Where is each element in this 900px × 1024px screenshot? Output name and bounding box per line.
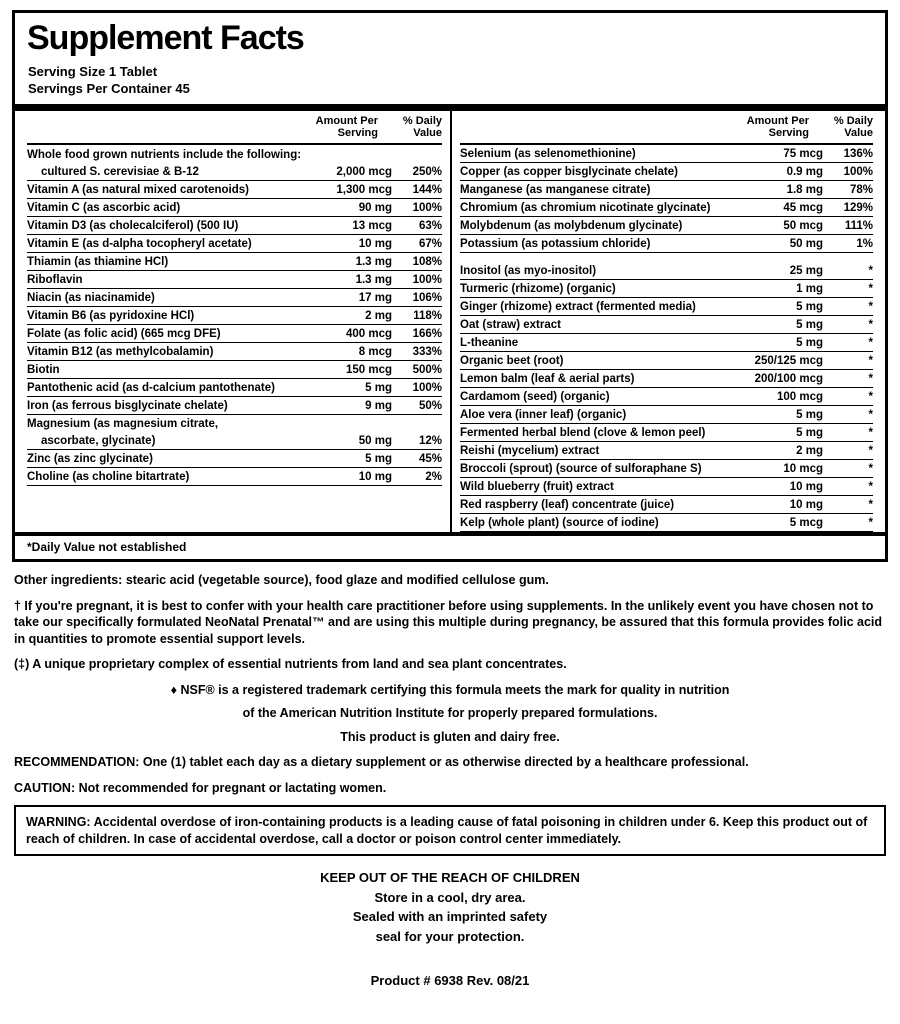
page-title: Supplement Facts [27, 19, 304, 57]
nutrient-amount: 1.8 mg [786, 184, 823, 197]
nutrient-daily-value: 144% [412, 184, 442, 197]
nutrient-amount: 10 mg [789, 499, 823, 512]
nutrient-name: Cardamom (seed) (organic) [460, 391, 610, 404]
nutrient-column-right [450, 111, 875, 532]
nutrient-name: Riboflavin [27, 274, 83, 287]
nsf-certification-block [14, 682, 886, 746]
nutrient-name: Vitamin B6 (as pyridoxine HCl) [27, 310, 195, 323]
supplement-facts-panel [12, 10, 888, 562]
nutrient-name: Vitamin A (as natural mixed carotenoids) [27, 184, 249, 197]
table-row [460, 163, 873, 181]
table-row [460, 442, 873, 460]
table-row [460, 388, 873, 406]
nutrient-name: Lemon balm (leaf & aerial parts) [460, 373, 635, 386]
nutrient-daily-value: 50% [418, 400, 442, 413]
nutrient-daily-value: * [868, 517, 873, 530]
table-row [27, 468, 442, 486]
nutrient-name: Zinc (as zinc glycinate) [27, 453, 153, 466]
table-row [27, 343, 442, 361]
nutrient-amount: 90 mg [358, 202, 392, 215]
nutrient-daily-value: * [868, 427, 873, 440]
nutrient-name: Broccoli (sprout) (source of sulforaphane S) [460, 463, 702, 476]
nutrient-name: Magnesium (as magnesium citrate, [27, 418, 219, 431]
nutrient-name: Inositol (as myo-inositol) [460, 265, 597, 278]
dv-header-line2: Value [844, 127, 873, 140]
table-row [460, 334, 873, 352]
left-column-note: Whole food grown nutrients include the following: [27, 149, 302, 162]
nutrient-name: Selenium (as selenomethionine) [460, 148, 636, 161]
nutrient-amount: 10 mcg [783, 463, 823, 476]
nutrient-amount: 100 mcg [776, 391, 823, 404]
nutrient-daily-value: 100% [412, 202, 442, 215]
nutrient-daily-value: * [868, 337, 873, 350]
table-row [27, 253, 442, 271]
nutrient-daily-value: * [868, 499, 873, 512]
nutrient-amount: 2,000 mcg [336, 166, 392, 179]
nutrient-amount: 25 mg [789, 265, 823, 278]
table-row [27, 289, 442, 307]
daily-value-header [823, 115, 873, 140]
nutrient-name: cultured S. cerevisiae & B-12 [41, 166, 199, 179]
seal-line1: Sealed with an imprinted safety [352, 909, 548, 925]
nutrient-name: Vitamin B12 (as methylcobalamin) [27, 346, 214, 359]
nutrient-name: Vitamin E (as d-alpha tocopheryl acetate) [27, 238, 252, 251]
nutrient-name: Kelp (whole plant) (source of iodine) [460, 517, 659, 530]
table-row [460, 460, 873, 478]
nutrient-name: Choline (as choline bitartrate) [27, 471, 190, 484]
nutrient-amount: 10 mg [358, 471, 392, 484]
column-header-right [460, 111, 873, 145]
nsf-line2: of the American Nutrition Institute for properly prepared formulations. [242, 706, 658, 721]
table-row [27, 361, 442, 379]
nutrient-daily-value: 106% [412, 292, 442, 305]
nutrient-name: Ginger (rhizome) extract (fermented media) [460, 301, 696, 314]
nutrient-daily-value: 1% [856, 238, 873, 251]
nutrient-name: Potassium (as potassium chloride) [460, 238, 651, 251]
nutrient-amount: 1 mg [796, 283, 823, 296]
nutrient-name: Chromium (as chromium nicotinate glycinate) [460, 202, 711, 215]
gluten-dairy-free-text: This product is gluten and dairy free. [340, 729, 560, 744]
table-row [27, 271, 442, 289]
table-row [460, 181, 873, 199]
table-row [27, 432, 442, 450]
nsf-line1: ♦ NSF® is a registered trademark certifying this formula meets the mark for quality in nutrition [170, 682, 730, 697]
nutrient-daily-value: 108% [412, 256, 442, 269]
table-row [460, 145, 873, 163]
amount-header-line1: Amount Per [315, 114, 378, 127]
nutrient-daily-value: 100% [843, 166, 873, 179]
table-row [460, 496, 873, 514]
nutrient-name: Biotin [27, 364, 60, 377]
nutrient-daily-value: * [868, 409, 873, 422]
table-row [27, 217, 442, 235]
nutrient-amount: 5 mg [365, 382, 392, 395]
nutrient-amount: 9 mg [365, 400, 392, 413]
table-row [27, 307, 442, 325]
servings-per-container: Servings Per Container 45 [28, 81, 190, 97]
nutrient-name: Vitamin C (as ascorbic acid) [27, 202, 181, 215]
seal-line2: seal for your protection. [375, 928, 525, 944]
nutrient-daily-value: 45% [418, 453, 442, 466]
amount-header-line2: Serving [337, 127, 378, 140]
amount-header-line1: Amount Per [746, 114, 809, 127]
daily-value-header [392, 115, 442, 140]
nutrient-amount: 5 mg [796, 409, 823, 422]
nutrient-name: Niacin (as niacinamide) [27, 292, 155, 305]
divider-thick [15, 104, 885, 111]
nutrient-daily-value: 12% [418, 435, 442, 448]
table-row [27, 325, 442, 343]
nutrient-column-left [25, 111, 450, 532]
nutrient-amount: 1.3 mg [355, 274, 392, 287]
table-row [27, 379, 442, 397]
nutrient-daily-value: * [868, 283, 873, 296]
nutrient-amount: 75 mcg [783, 148, 823, 161]
nutrient-amount: 13 mcg [352, 220, 392, 233]
nutrient-name: Red raspberry (leaf) concentrate (juice) [460, 499, 675, 512]
nutrient-name: Organic beet (root) [460, 355, 564, 368]
nutrient-daily-value: * [868, 391, 873, 404]
daily-value-footnote: *Daily Value not established [15, 532, 885, 559]
dv-header-line1: % Daily [833, 114, 873, 127]
serving-size: Serving Size 1 Tablet [28, 63, 158, 79]
table-row [460, 262, 873, 280]
nutrient-daily-value: 100% [412, 274, 442, 287]
nutrient-amount: 5 mg [796, 301, 823, 314]
nutrient-daily-value: * [868, 301, 873, 314]
nutrient-amount: 5 mg [796, 337, 823, 350]
nutrient-name: Iron (as ferrous bisglycinate chelate) [27, 400, 228, 413]
nutrient-name: L-theanine [460, 337, 519, 350]
nutrient-daily-value: 129% [843, 202, 873, 215]
product-revision-line: Product # 6938 Rev. 08/21 [370, 973, 530, 989]
nutrient-amount: 200/100 mcg [754, 373, 823, 386]
nutrient-name: Pantothenic acid (as d-calcium pantothenate) [27, 382, 275, 395]
table-row [460, 199, 873, 217]
nutrient-amount: 10 mg [789, 481, 823, 494]
table-row [460, 352, 873, 370]
nutrient-name: Turmeric (rhizome) (organic) [460, 283, 616, 296]
nutrient-amount: 50 mcg [783, 220, 823, 233]
nutrient-daily-value: 63% [418, 220, 442, 233]
nutrient-daily-value: * [868, 463, 873, 476]
nutrient-daily-value: * [868, 355, 873, 368]
dagger-footnote-text: † If you're pregnant, it is best to confer with your health care practitioner before using supplements. In the unlikely event you have chosen not to take our specifically formulated NeoNatal Prenatal™ and are using this multiple during pregnancy, be assured that this formula provides folic acid in quantities to promote essential support levels. [14, 598, 883, 646]
nutrient-amount: 5 mg [796, 427, 823, 440]
nutrient-name: Fermented herbal blend (clove & lemon peel) [460, 427, 706, 440]
nutrient-name: Reishi (mycelium) extract [460, 445, 600, 458]
nutrient-name: Thiamin (as thiamine HCl) [27, 256, 169, 269]
nutrient-amount: 5 mg [365, 453, 392, 466]
double-dagger-footnote-text: (‡) A unique proprietary complex of essential nutrients from land and sea plant concentrates. [14, 657, 567, 672]
nutrient-amount: 50 mg [789, 238, 823, 251]
caution-text: CAUTION: Not recommended for pregnant or lactating women. [14, 780, 387, 795]
nutrient-amount: 250/125 mcg [754, 355, 823, 368]
nutrient-daily-value: 136% [843, 148, 873, 161]
nutrient-rows-right [460, 145, 873, 532]
nutrient-amount: 5 mg [796, 319, 823, 332]
nutrient-amount: 150 mcg [345, 364, 392, 377]
nutrient-daily-value: 166% [412, 328, 442, 341]
column-header-left [27, 111, 442, 145]
nutrient-name: Wild blueberry (fruit) extract [460, 481, 614, 494]
warning-text: WARNING: Accidental overdose of iron-containing products is a leading cause of fatal poisoning in children under 6. Keep this product out of reach of children. In case of accidental overdose, call a doctor or poison control center immediately. [26, 815, 868, 846]
nutrient-amount: 0.9 mg [786, 166, 823, 179]
keep-out-of-reach-text: KEEP OUT OF THE REACH OF CHILDREN [320, 870, 580, 886]
nutrient-name: Vitamin D3 (as cholecalciferol) (500 IU) [27, 220, 239, 233]
table-row [460, 424, 873, 442]
storage-block [14, 868, 886, 946]
table-row [27, 181, 442, 199]
table-row [460, 298, 873, 316]
nutrient-daily-value: 2% [425, 471, 442, 484]
nutrient-daily-value: 250% [412, 166, 442, 179]
nutrient-name: ascorbate, glycinate) [41, 435, 156, 448]
dv-header-line2: Value [413, 127, 442, 140]
table-row [460, 406, 873, 424]
nutrient-daily-value: * [868, 481, 873, 494]
footnotes-section [14, 572, 886, 989]
table-row [460, 478, 873, 496]
table-row [27, 450, 442, 468]
nutrient-daily-value: * [868, 445, 873, 458]
nutrient-name: Folate (as folic acid) (665 mcg DFE) [27, 328, 221, 341]
table-row [460, 370, 873, 388]
nutrient-daily-value: 67% [418, 238, 442, 251]
nutrient-daily-value: 111% [844, 220, 873, 233]
nutrient-name: Aloe vera (inner leaf) (organic) [460, 409, 627, 422]
warning-box [14, 805, 886, 856]
table-row [27, 397, 442, 415]
table-row [27, 199, 442, 217]
nutrient-name: Manganese (as manganese citrate) [460, 184, 651, 197]
nutrient-daily-value: * [868, 319, 873, 332]
nutrient-amount: 400 mcg [345, 328, 392, 341]
table-row [460, 217, 873, 235]
nutrient-rows-left [27, 163, 442, 486]
nutrient-amount: 45 mcg [783, 202, 823, 215]
nutrient-daily-value: 100% [412, 382, 442, 395]
nutrient-name: Oat (straw) extract [460, 319, 561, 332]
nutrient-amount: 2 mg [365, 310, 392, 323]
nutrient-amount: 8 mcg [358, 346, 392, 359]
storage-text: Store in a cool, dry area. [374, 889, 526, 905]
other-ingredients-text: Other ingredients: stearic acid (vegetable source), food glaze and modified cellulose gum. [14, 573, 549, 588]
recommendation-text: RECOMMENDATION: One (1) tablet each day as a dietary supplement or as otherwise directed by a healthcare professional. [14, 755, 749, 770]
amount-header-line2: Serving [768, 127, 809, 140]
nutrient-amount: 1.3 mg [355, 256, 392, 269]
table-row [27, 163, 442, 181]
nutrient-daily-value: 78% [849, 184, 873, 197]
table-row [460, 235, 873, 253]
table-row [27, 415, 442, 432]
nutrient-amount: 50 mg [358, 435, 392, 448]
nutrient-daily-value: * [868, 373, 873, 386]
nutrient-columns [25, 111, 875, 532]
nutrient-name: Copper (as copper bisglycinate chelate) [460, 166, 678, 179]
table-row [460, 280, 873, 298]
nutrient-amount: 1,300 mcg [336, 184, 392, 197]
amount-per-serving-header [286, 115, 378, 140]
nutrient-amount: 10 mg [358, 238, 392, 251]
amount-per-serving-header [717, 115, 809, 140]
nutrient-amount: 2 mg [796, 445, 823, 458]
nutrient-daily-value: 118% [413, 310, 442, 323]
table-row [27, 235, 442, 253]
nutrient-name: Molybdenum (as molybdenum glycinate) [460, 220, 683, 233]
nutrient-daily-value: * [868, 265, 873, 278]
nutrient-daily-value: 500% [412, 364, 442, 377]
dv-header-line1: % Daily [402, 114, 442, 127]
nutrient-amount: 17 mg [358, 292, 392, 305]
nutrient-amount: 5 mcg [789, 517, 823, 530]
table-row [460, 316, 873, 334]
table-row [460, 514, 873, 532]
nutrient-daily-value: 333% [412, 346, 442, 359]
